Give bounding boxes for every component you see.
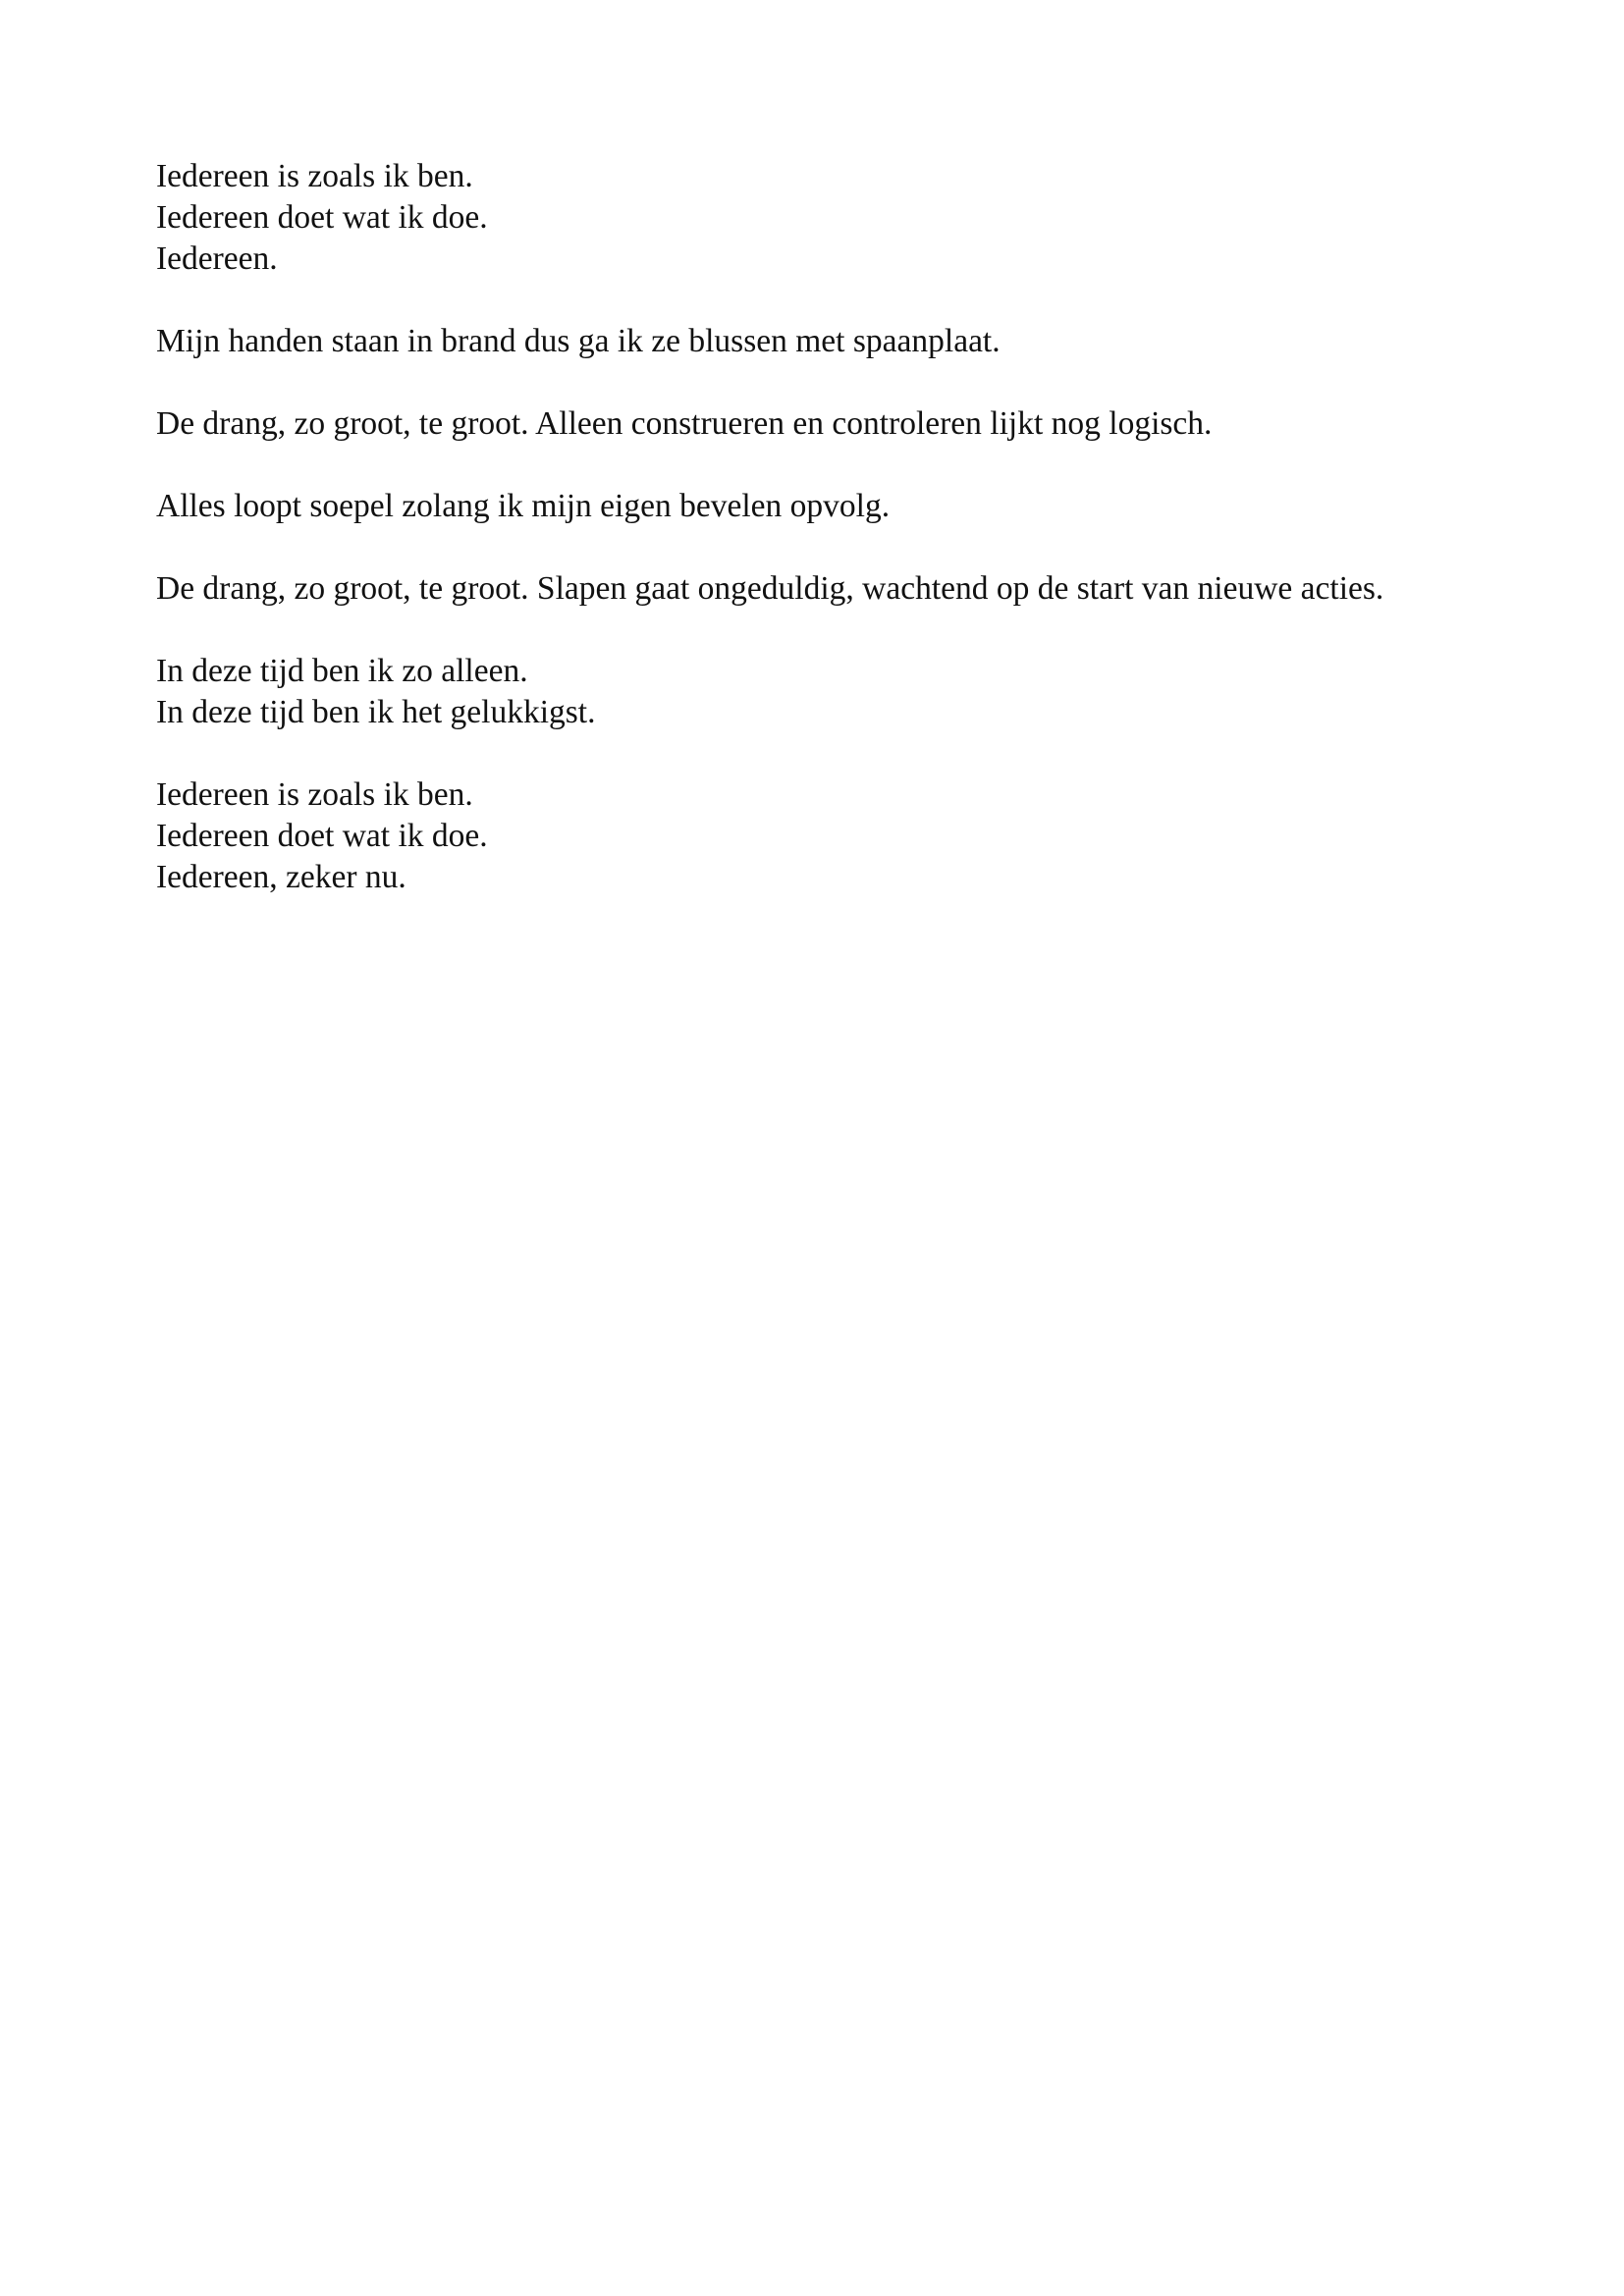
poem-line: In deze tijd ben ik het gelukkigst. [156, 694, 596, 730]
poem-line: De drang, zo groot, te groot. Alleen construeren en controleren lijkt nog logisch. [156, 405, 1213, 442]
stanza-2 [156, 321, 1472, 362]
stanza-4 [156, 486, 1472, 527]
poem-line: Iedereen is zoals ik ben. [156, 776, 473, 813]
poem-line: Alles loopt soepel zolang ik mijn eigen bevelen opvolg. [156, 488, 891, 524]
stanza-1 [156, 156, 1472, 280]
poem-body [156, 156, 1472, 939]
stanza-5 [156, 568, 1472, 610]
stanza-7 [156, 774, 1472, 898]
stanza-6 [156, 651, 1472, 733]
poem-line: In deze tijd ben ik zo alleen. [156, 653, 528, 689]
poem-line: Iedereen, zeker nu. [156, 859, 406, 895]
poem-line: Mijn handen staan in brand dus ga ik ze blussen met spaanplaat. [156, 323, 1001, 359]
poem-line: Iedereen doet wat ik doe. [156, 199, 488, 236]
stanza-3 [156, 403, 1472, 445]
poem-line: Iedereen is zoals ik ben. [156, 158, 473, 194]
poem-line: De drang, zo groot, te groot. Slapen gaat ongeduldig, wachtend op de start van nieuwe acties. [156, 570, 1384, 607]
poem-line: Iedereen. [156, 240, 278, 277]
poem-line: Iedereen doet wat ik doe. [156, 818, 488, 854]
